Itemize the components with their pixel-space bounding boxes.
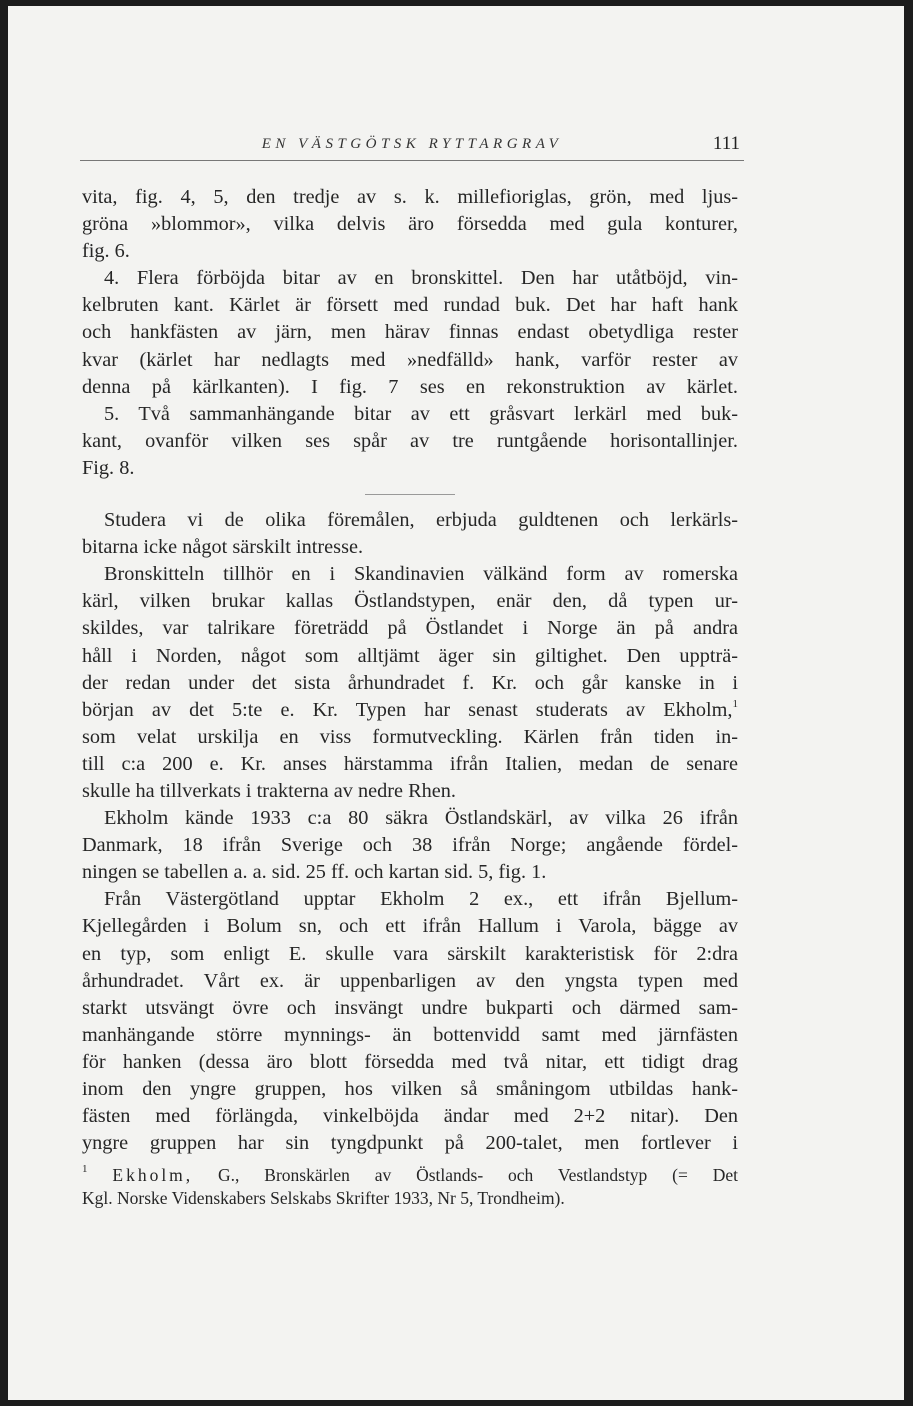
text-line: och hankfästen av järn, men härav finnas endast obetydliga rester [82,321,738,344]
text-line: Kjellegården i Bolum sn, och ett ifrån Hallum i Varola, bägge av [82,915,738,938]
text-line: Ekholm kände 1933 c:a 80 säkra Östlandskärl, av vilka 26 ifrån [104,807,738,830]
text-line: kant, ovanför vilken ses spår av tre runtgående horisontallinjer. [82,429,738,452]
paragraph [82,886,738,1157]
footnote [82,1164,738,1210]
footnote-line: Kgl. Norske Videnskabers Selskabs Skrifter 1933, Nr 5, Trondheim). [82,1188,565,1208]
text-line: en typ, som enligt E. skulle vara särskilt karakteristisk för 2:dra [82,942,738,965]
text-line: kärl, vilken brukar kallas Östlandstypen, enär den, då typen ur- [82,590,738,613]
text-line: Danmark, 18 ifrån Sverige och 38 ifrån Norge; angående fördel- [82,834,738,857]
page-header [80,132,744,161]
text-line: yngre gruppen har sin tyngdpunkt på 200-talet, men fortlever i [82,1132,738,1155]
text-line: denna på kärlkanten). I fig. 7 ses en rekonstruktion av kärlet. [82,375,738,398]
section-divider [365,494,455,495]
text-line: 5. Två sammanhängande bitar av ett gråsvart lerkärl med buk- [104,402,738,425]
text-line: bitarna icke något särskilt intresse. [82,536,364,559]
text-line: skulle ha tillverkats i trakterna av nedre Rhen. [82,779,456,802]
text-line: manhängande större mynnings- än bottenvidd samt med järnfästen [82,1023,738,1046]
text-line: Bronskitteln tillhör en i Skandinavien välkänd form av romerska [104,563,738,586]
text-span: början av det 5:te e. Kr. Typen har senast studerats av Ekholm, [82,698,733,721]
footnote-ref: 1 [732,697,738,710]
text-line: fig. 6. [82,240,130,263]
running-head: EN VÄSTGÖTSK RYTTARGRAV [261,136,563,152]
text-line: Studera vi de olika föremålen, erbjuda guldtenen och lerkärls- [104,509,738,532]
text-line: till c:a 200 e. Kr. anses härstamma ifrån Italien, medan de senare [82,752,738,775]
text-line: kvar (kärlet har nedlagts med »nedfälld» hank, varför rester av [82,348,738,371]
text-line: kelbruten kant. Kärlet är försett med rundad buk. Det har haft hank [82,294,738,317]
text-line: fästen med förlängda, vinkelböjda ändar med 2+2 nitar). Den [82,1105,738,1128]
text-line: Från Västergötland upptar Ekholm 2 ex., ett ifrån Bjellum- [104,888,738,911]
text-line [82,697,738,724]
footnote-line [82,1164,738,1187]
text-line: gröna »blommor», vilka delvis äro försedda med gula konturer, [82,213,738,236]
paragraph [82,561,738,805]
text-line: århundradet. Vårt ex. är uppenbarligen av den yngsta typen med [82,969,738,992]
page-number: 111 [712,133,740,154]
paragraph [82,805,738,886]
footnote-marker: 1 [82,1163,88,1175]
text-line: inom den yngre gruppen, hos vilken så småningom utbildas hank- [82,1078,738,1100]
text-line: der redan under det sista århundradet f. Kr. och går kanske in i [82,671,738,694]
list-item-4 [82,265,738,400]
text-line: håll i Norden, något som alltjämt äger sin giltighet. Den uppträ- [82,644,738,667]
text-line: 4. Flera förböjda bitar av en bronskittel. Den har utåtböjd, vin- [104,267,738,290]
body-text [82,184,738,1157]
book-page [8,6,904,1400]
text-line: som velat urskilja en viss formutveckling. Kärlen från tiden in- [82,725,738,748]
footnote-text: G., Bronskärlen av Östlands- och Vestlandstyp (= Det [218,1165,739,1185]
text-line: skildes, var talrikare företrädd på Östlandet i Norge än på andra [82,617,738,640]
text-line: ningen se tabellen a. a. sid. 25 ff. och kartan sid. 5, fig. 1. [82,861,547,884]
text-line: för hanken (dessa äro blott försedda med två nitar, ett tidigt drag [82,1050,738,1073]
text-line: Fig. 8. [82,456,135,479]
footnote-author: Ekholm, [112,1165,194,1185]
list-item-5 [82,401,738,482]
list-item-3-continued [82,184,738,265]
text-line: starkt utsvängt övre och insvängt undre bukparti och därmed sam- [82,996,738,1019]
text-line: vita, fig. 4, 5, den tredje av s. k. millefioriglas, grön, med ljus- [82,186,738,208]
paragraph [82,507,738,561]
